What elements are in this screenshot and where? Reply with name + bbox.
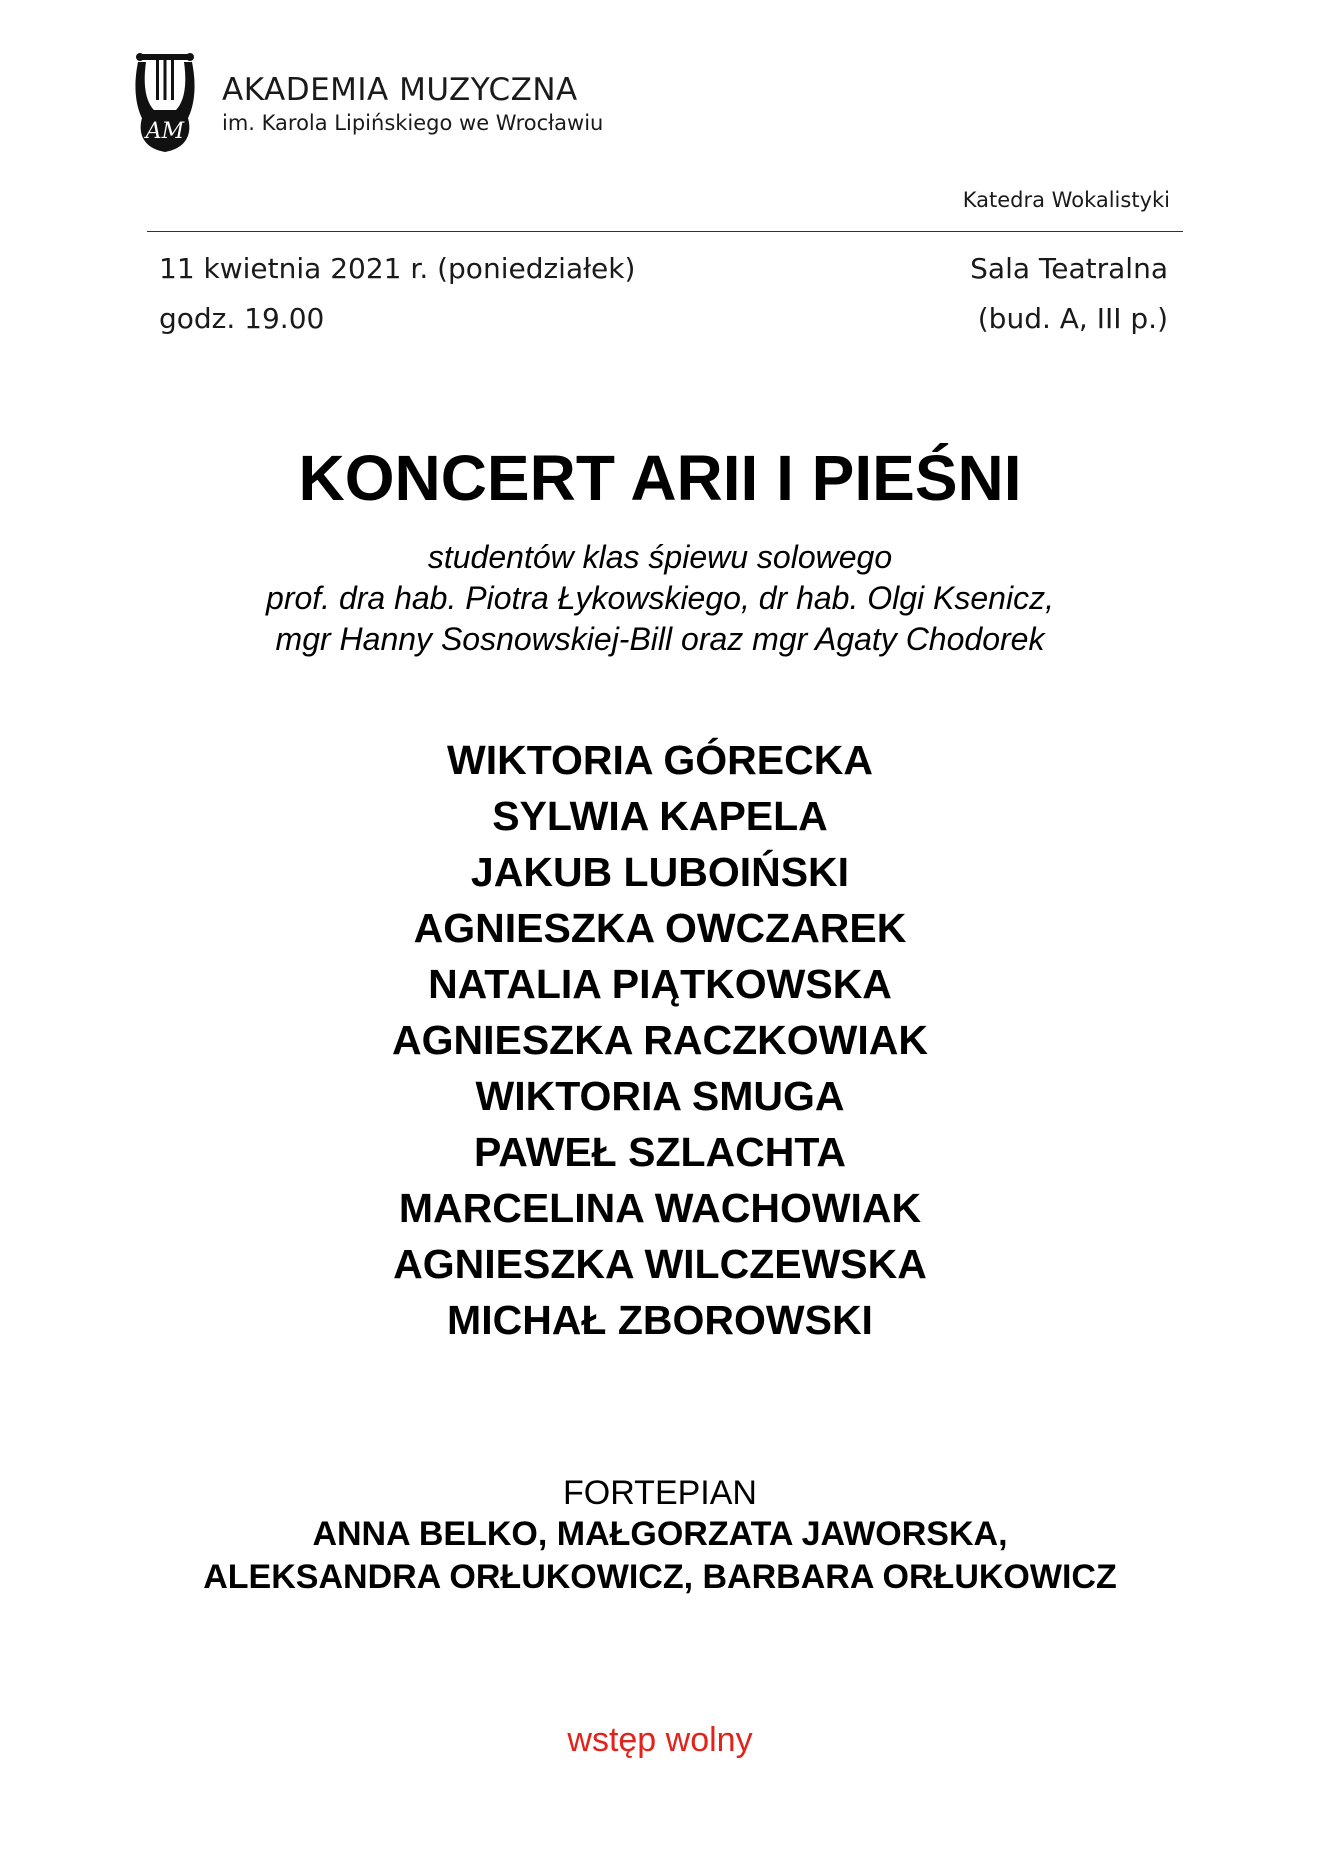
- performer-name: JAKUB LUBOIŃSKI: [470, 849, 850, 895]
- performer-name: AGNIESZKA OWCZAREK: [413, 905, 907, 951]
- svg-text:AM: AM: [145, 119, 185, 144]
- performer-name: AGNIESZKA WILCZEWSKA: [393, 1241, 927, 1287]
- performer-name: SYLWIA KAPELA: [492, 793, 828, 839]
- pianist-line: ALEKSANDRA ORŁUKOWICZ, BARBARA ORŁUKOWICZ: [203, 1558, 1117, 1596]
- event-datetime: [159, 244, 635, 344]
- venue-detail: (bud. A, III p.): [977, 302, 1168, 335]
- lyre-am-icon: [134, 52, 196, 154]
- performer-name: MARCELINA WACHOWIAK: [398, 1185, 922, 1231]
- performer-name: MICHAŁ ZBOROWSKI: [447, 1297, 873, 1343]
- subtitle-line: studentów klas śpiewu solowego: [427, 539, 893, 575]
- institution-block: [222, 72, 603, 138]
- event-venue: [970, 244, 1168, 344]
- subtitle-line: mgr Hanny Sosnowskiej-Bill oraz mgr Agaty Chodorek: [275, 621, 1045, 657]
- performer-name: WIKTORIA GÓRECKA: [447, 737, 873, 783]
- institution-subtitle: im. Karola Lipińskiego we Wrocławiu: [222, 111, 604, 135]
- concert-subtitle: [0, 537, 1320, 660]
- piano-label: FORTEPIAN: [563, 1474, 757, 1512]
- pianist-list: [0, 1513, 1320, 1599]
- performer-name: NATALIA PIĄTKOWSKA: [428, 961, 892, 1007]
- free-admission-note: wstęp wolny: [567, 1721, 753, 1759]
- performer-name: WIKTORIA SMUGA: [475, 1073, 845, 1119]
- performer-name: PAWEŁ SZLACHTA: [473, 1129, 846, 1175]
- subtitle-line: prof. dra hab. Piotra Łykowskiego, dr hab. Olgi Ksenicz,: [266, 580, 1054, 616]
- performer-name: AGNIESZKA RACZKOWIAK: [391, 1017, 928, 1063]
- event-date: 11 kwietnia 2021 r. (poniedziałek): [159, 252, 636, 285]
- header-divider: [147, 231, 1183, 232]
- performer-list: [0, 732, 1320, 1348]
- event-time: godz. 19.00: [159, 302, 325, 335]
- pianist-line: ANNA BELKO, MAŁGORZATA JAWORSKA,: [312, 1515, 1008, 1553]
- department-name: Katedra Wokalistyki: [962, 188, 1170, 212]
- institution-name: AKADEMIA MUZYCZNA: [222, 72, 578, 108]
- venue-name: Sala Teatralna: [970, 252, 1168, 285]
- concert-title: KONCERT ARII I PIEŚNI: [298, 442, 1022, 514]
